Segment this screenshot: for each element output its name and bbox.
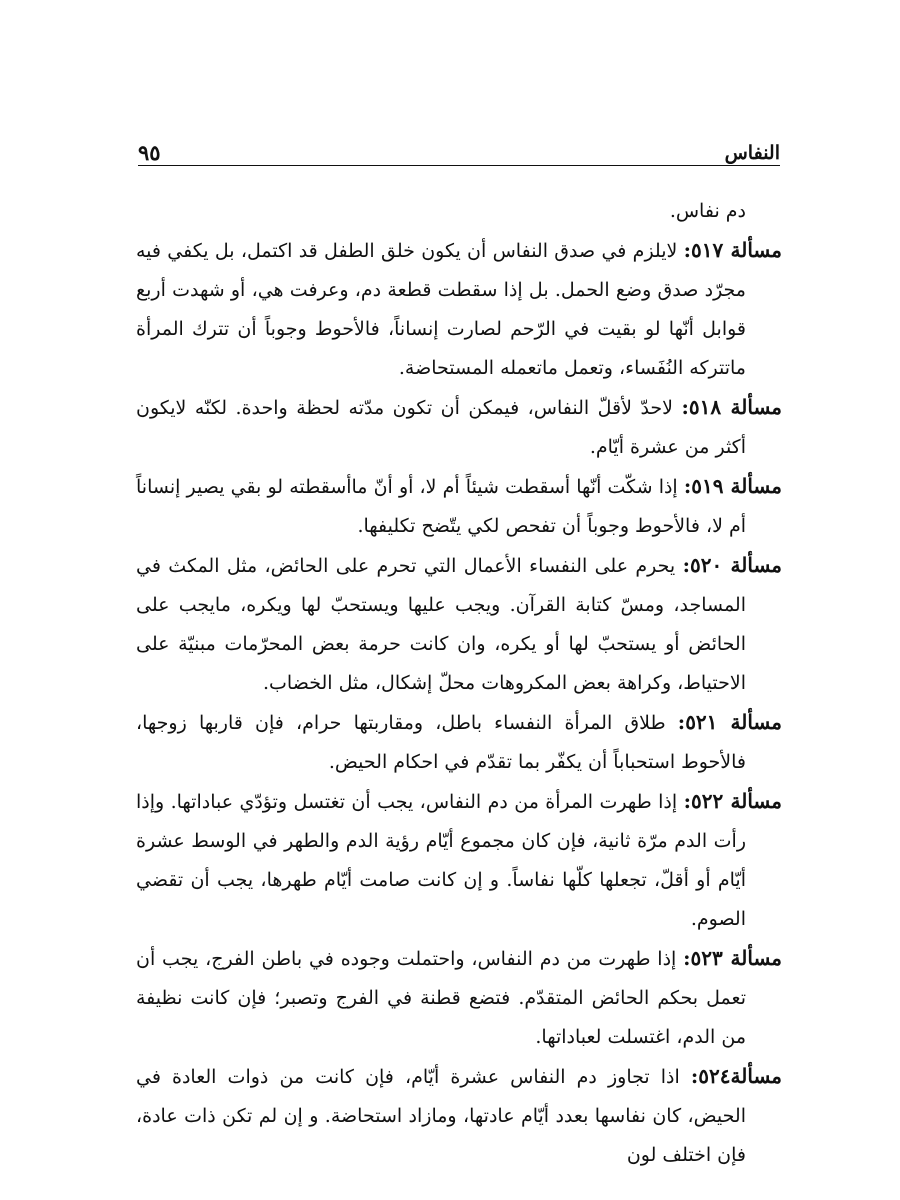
- masala-text: إذا شكّت أنّها أسقطت شيئاً أم لا، أو أنّ ماأسقطته لو بقي يصير إنساناً أم لا، فالأحوط وجوباً أن تفحص لكي يتّضح تكليفها.: [136, 476, 746, 537]
- masala-heading: مسألة ٥٢٣:: [683, 946, 782, 970]
- masala-text: إذا طهرت المرأة من دم النفاس، يجب أن تغتسل وتؤدّي عباداتها. وإذا رأت الدم مرّة ثانية، فإن كان مجموع أيّام رؤية الدم والطهر في الوسط عشرة أيّام أو أقلّ، تجعلها كلّها نفاساً. و إن كانت صامت أيّام طهرها، يجب أن تقضي الصوم.: [136, 791, 746, 930]
- masala-523: [136, 939, 782, 1057]
- masala-521: [136, 703, 782, 782]
- continuation-paragraph: دم نفاس.: [669, 200, 746, 222]
- header-rule: [138, 165, 780, 166]
- masala-522: [136, 782, 782, 939]
- page-body: [136, 192, 782, 1175]
- masala-519: [136, 467, 782, 546]
- page-number: ٩٥: [138, 140, 161, 165]
- masala-heading: مسألة ٥٢١:: [677, 710, 782, 734]
- masala-518: [136, 388, 782, 467]
- masala-text: لاحدّ لأقلّ النفاس، فيمكن أن تكون مدّته لحظة واحدة. لكنّه لايكون أكثر من عشرة أيّام.: [136, 397, 746, 458]
- masala-heading: مسألة ٥١٨:: [681, 395, 782, 419]
- masala-text: طلاق المرأة النفساء باطل، ومقاربتها حرام، فإن قاربها زوجها، فالأحوط استحباباً أن يكفّر بما تقدّم في احكام الحيض.: [136, 712, 746, 773]
- masala-517: [136, 231, 782, 388]
- masala-heading: مسألة ٥١٧:: [683, 238, 782, 262]
- page-header: [138, 138, 780, 168]
- running-head: النفاس: [724, 142, 780, 164]
- masala-text: يحرم على النفساء الأعمال التي تحرم على الحائض، مثل المكث في المساجد، ومسّ كتابة القرآن. ويجب عليها ويستحبّ لها ويكره، مايجب على الحائض أو يستحبّ لها أو يكره، وان كانت حرمة بعض المحرّمات مبنيّة على الاحتياط، وكراهة بعض المكروهات محلّ إشكال، مثل الخضاب.: [136, 555, 746, 694]
- masala-heading: مسألة٥٢٤:: [690, 1064, 782, 1088]
- masala-heading: مسألة ٥١٩:: [683, 474, 782, 498]
- masala-text: إذا طهرت من دم النفاس، واحتملت وجوده في باطن الفرج، يجب أن تعمل بحكم الحائض المتقدّم. فتضع قطنة في الفرج وتصبر؛ فإن كانت نظيفة من الدم، اغتسلت لعباداتها.: [136, 948, 746, 1048]
- masala-text: لايلزم في صدق النفاس أن يكون خلق الطفل قد اكتمل، بل يكفي فيه مجرّد صدق وضع الحمل. بل إذا سقطت قطعة دم، وعرفت هي، أو شهدت أربع قوابل أنّها لو بقيت في الرّحم لصارت إنساناً، فالأحوط وجوباً أن تترك المرأة ماتتركه النُفَساء، وتعمل ماتعمله المستحاضة.: [136, 240, 746, 379]
- masala-524: [136, 1057, 782, 1175]
- masala-heading: مسألة ٥٢٠:: [682, 553, 782, 577]
- masala-520: [136, 546, 782, 703]
- masala-text: اذا تجاوز دم النفاس عشرة أيّام، فإن كانت من ذوات العادة في الحيض، كان نفاسها بعدد أيّام عادتها، ومازاد استحاضة. و إن لم تكن ذات عادة، فإن اختلف لون: [136, 1066, 746, 1166]
- masala-heading: مسألة ٥٢٢:: [683, 789, 782, 813]
